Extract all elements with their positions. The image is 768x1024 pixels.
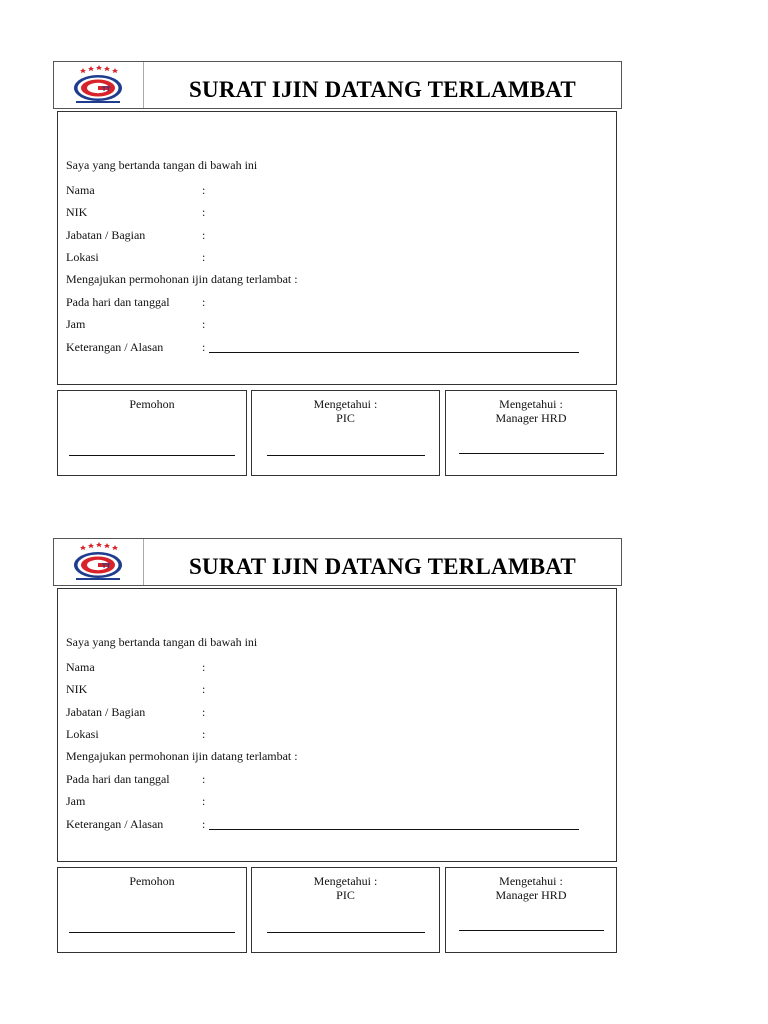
signature-line[interactable] xyxy=(459,930,604,931)
signature-title xyxy=(252,874,439,902)
signature-box-hrd xyxy=(445,867,617,953)
form-body xyxy=(57,111,617,385)
field-jabatan[interactable] xyxy=(66,704,210,720)
signature-label: Mengetahui : xyxy=(313,397,378,411)
field-nik[interactable] xyxy=(66,681,210,697)
svg-text:TT: TT xyxy=(102,86,111,93)
field-hari[interactable] xyxy=(66,771,210,787)
field-colon: : xyxy=(202,682,206,696)
signature-title xyxy=(446,397,616,425)
field-label: NIK xyxy=(66,205,88,219)
field-colon: : xyxy=(202,205,206,219)
field-colon: : xyxy=(202,183,206,197)
permit-form-2 xyxy=(0,538,768,968)
field-colon: : xyxy=(202,228,206,242)
field-colon: : xyxy=(202,772,206,786)
logo-cell xyxy=(54,62,144,108)
form-title: SURAT IJIN DATANG TERLAMBAT xyxy=(189,554,576,579)
signature-role: PIC xyxy=(336,888,355,902)
signature-role: Manager HRD xyxy=(495,411,567,425)
request-text xyxy=(66,748,298,764)
signature-label: Pemohon xyxy=(129,397,175,411)
signature-line[interactable] xyxy=(69,932,235,933)
request-label: Mengajukan permohonan ijin datang terlambat : xyxy=(66,749,298,763)
field-colon: : xyxy=(202,317,206,331)
field-colon: : xyxy=(202,250,206,264)
field-label: Nama xyxy=(66,660,95,674)
signature-line[interactable] xyxy=(267,932,425,933)
signature-title xyxy=(446,874,616,902)
field-colon: : xyxy=(202,705,206,719)
form-header xyxy=(53,538,622,586)
field-colon: : xyxy=(202,794,206,808)
signature-title xyxy=(58,397,246,411)
field-nama[interactable] xyxy=(66,182,210,198)
field-colon: : xyxy=(202,660,206,674)
field-colon: : xyxy=(202,817,206,831)
signature-label: Pemohon xyxy=(129,874,175,888)
signature-box-hrd xyxy=(445,390,617,476)
field-colon: : xyxy=(202,727,206,741)
intro-text: Saya yang bertanda tangan di bawah ini xyxy=(66,158,258,172)
form-body xyxy=(57,588,617,862)
field-label: Jabatan / Bagian xyxy=(66,228,146,242)
signature-role: PIC xyxy=(336,411,355,425)
signature-label: Mengetahui : xyxy=(499,874,563,888)
signature-box-pic xyxy=(251,867,440,953)
field-colon: : xyxy=(202,295,206,309)
signature-label: Mengetahui : xyxy=(499,397,563,411)
field-hari[interactable] xyxy=(66,294,210,310)
logo-cell xyxy=(54,539,144,585)
permit-form-1 xyxy=(0,61,768,491)
field-label: NIK xyxy=(66,682,88,696)
form-header xyxy=(53,61,622,109)
signature-box-pemohon xyxy=(57,867,247,953)
field-nik[interactable] xyxy=(66,204,210,220)
signature-line[interactable] xyxy=(459,453,604,454)
signature-line[interactable] xyxy=(69,455,235,456)
field-jabatan[interactable] xyxy=(66,227,210,243)
signature-box-pemohon xyxy=(57,390,247,476)
field-colon: : xyxy=(202,340,206,354)
field-keterangan[interactable] xyxy=(66,816,210,832)
field-label: Lokasi xyxy=(66,250,99,264)
field-label: Jabatan / Bagian xyxy=(66,705,146,719)
field-label: Pada hari dan tanggal xyxy=(66,295,170,309)
field-label: Jam xyxy=(66,794,86,808)
company-logo-icon xyxy=(68,64,128,106)
signature-title xyxy=(252,397,439,425)
keterangan-line[interactable] xyxy=(209,829,579,830)
keterangan-line[interactable] xyxy=(209,352,579,353)
field-lokasi[interactable] xyxy=(66,249,210,265)
company-logo-icon xyxy=(68,541,128,583)
field-nama[interactable] xyxy=(66,659,210,675)
field-lokasi[interactable] xyxy=(66,726,210,742)
signature-box-pic xyxy=(251,390,440,476)
field-label: Jam xyxy=(66,317,86,331)
field-keterangan[interactable] xyxy=(66,339,210,355)
field-jam[interactable] xyxy=(66,316,210,332)
field-label: Lokasi xyxy=(66,727,99,741)
form-title: SURAT IJIN DATANG TERLAMBAT xyxy=(189,77,576,102)
signature-line[interactable] xyxy=(267,455,425,456)
request-label: Mengajukan permohonan ijin datang terlambat : xyxy=(66,272,298,286)
signature-label: Mengetahui : xyxy=(313,874,378,888)
field-label: Keterangan / Alasan xyxy=(66,340,164,354)
request-text xyxy=(66,271,298,287)
field-label: Nama xyxy=(66,183,95,197)
signature-role: Manager HRD xyxy=(495,888,567,902)
signature-title xyxy=(58,874,246,888)
field-label: Pada hari dan tanggal xyxy=(66,772,170,786)
field-label: Keterangan / Alasan xyxy=(66,817,164,831)
field-jam[interactable] xyxy=(66,793,210,809)
svg-text:TT: TT xyxy=(102,563,111,570)
intro-text: Saya yang bertanda tangan di bawah ini xyxy=(66,635,258,649)
